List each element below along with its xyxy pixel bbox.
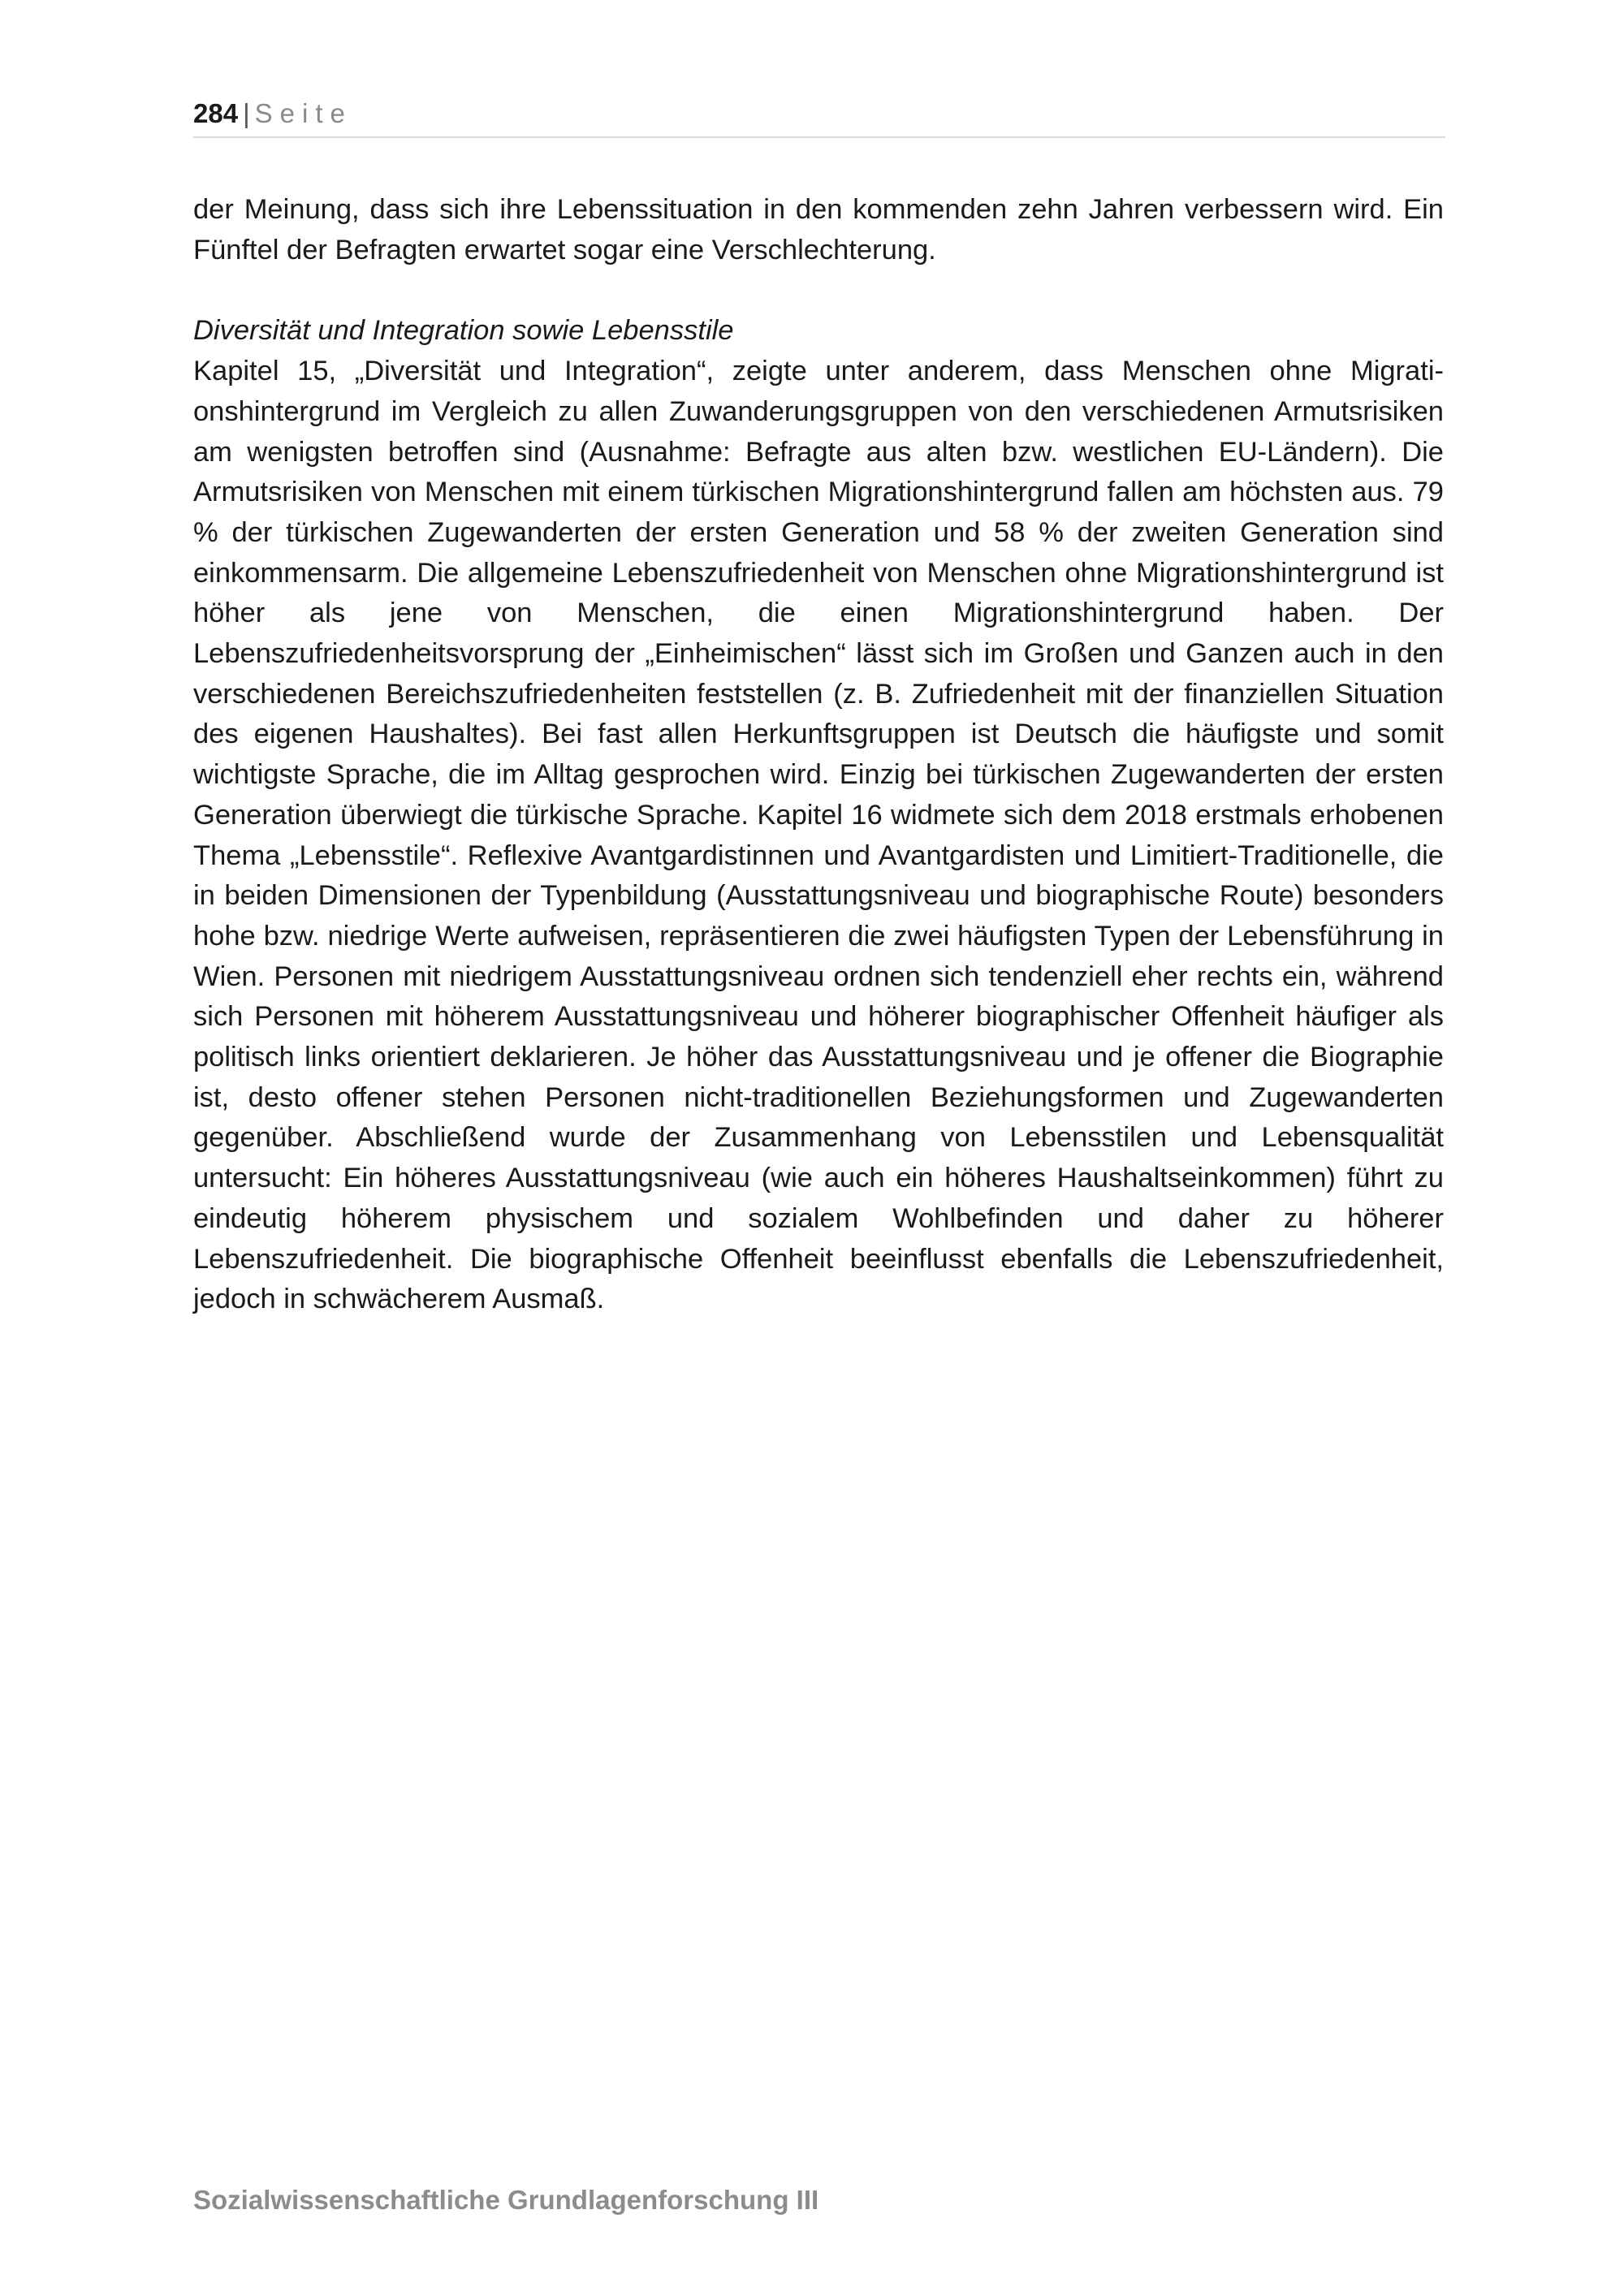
- page-footer: Sozialwissenschaftliche Grundlagenforschung III: [193, 2185, 819, 2215]
- page-number: 284: [193, 98, 239, 128]
- page-label: Seite: [254, 98, 352, 128]
- intro-paragraph: der Meinung, dass sich ihre Lebenssituation in den kommenden zehn Jahren verbessern wird. Ein Fünftel der Befragten erwartet sogar eine Verschlechterung.: [193, 194, 1444, 265]
- page-header: [193, 96, 1445, 138]
- section-paragraph: Kapitel 15, „Diversität und Integration“, zeigte unter anderem, dass Menschen ohne Migrationshintergrund im Vergleich zu allen Zuwanderungsgruppen von den verschiedenen Armutsrisiken am wenigsten betroffen sind (Ausnahme: Befragte aus alten bzw. westlichen EU-Ländern). Die Armutsrisiken von Menschen mit einem türkischen Migrationshintergrund fallen am höchsten aus. 79 % der türkischen Zugewanderten der ersten Generation und 58 % der zweiten Generation sind einkommensarm. Die allgemeine Lebenszufriedenheit von Menschen ohne Migrationshintergrund ist höher als jene von Menschen, die einen Migrationshintergrund haben. Der Lebenszufriedenheitsvorsprung der „Einheimischen“ lässt sich im Großen und Ganzen auch in den verschiedenen Bereichszufriedenheiten feststellen (z. B. Zufriedenheit mit der finanziellen Situation des eigenen Haushaltes). Bei fast allen Herkunftsgruppen ist Deutsch die häufigste und somit wichtigste Sprache, die im Alltag gesprochen wird. Einzig bei türkischen Zugewanderten der ersten Generation überwiegt die türkische Sprache. Kapitel 16 widmete sich dem 2018 erstmals erhobenen Thema „Lebensstile“. Reflexive Avantgardistinnen und Avantgardisten und Limitiert-Traditionelle, die in beiden Dimensionen der Typenbildung (Ausstattungsniveau und biographische Route) besonders hohe bzw. niedrige Werte aufweisen, repräsentieren die zwei häufigsten Typen der Lebensführung in Wien. Personen mit niedrigem Ausstattungsniveau ordnen sich tendenziell eher rechts ein, während sich Personen mit höherem Ausstattungsniveau und höherer biographischer Offenheit häufiger als politisch links orientiert deklarieren. Je höher das Ausstattungsniveau und je offener die Biographie ist, desto offener stehen Personen nicht-traditionellen Beziehungsformen und Zugewanderten gegenüber. Abschließend wurde der Zusammenhang von Lebensstilen und Lebensqualität untersucht: Ein höheres Ausstattungsniveau (wie auch ein höheres Haushaltseinkommen) führt zu eindeutig höherem physischem und sozialem Wohlbefinden und daher zu höherer Lebenszufriedenheit. Die biographische Offenheit beeinflusst ebenfalls die Lebenszufriedenheit, jedoch in schwächerem Ausmaß.: [193, 356, 1444, 1315]
- body-text: [193, 190, 1444, 1320]
- header-separator: |: [243, 98, 250, 128]
- section-heading: Diversität und Integration sowie Lebensstile: [193, 315, 734, 347]
